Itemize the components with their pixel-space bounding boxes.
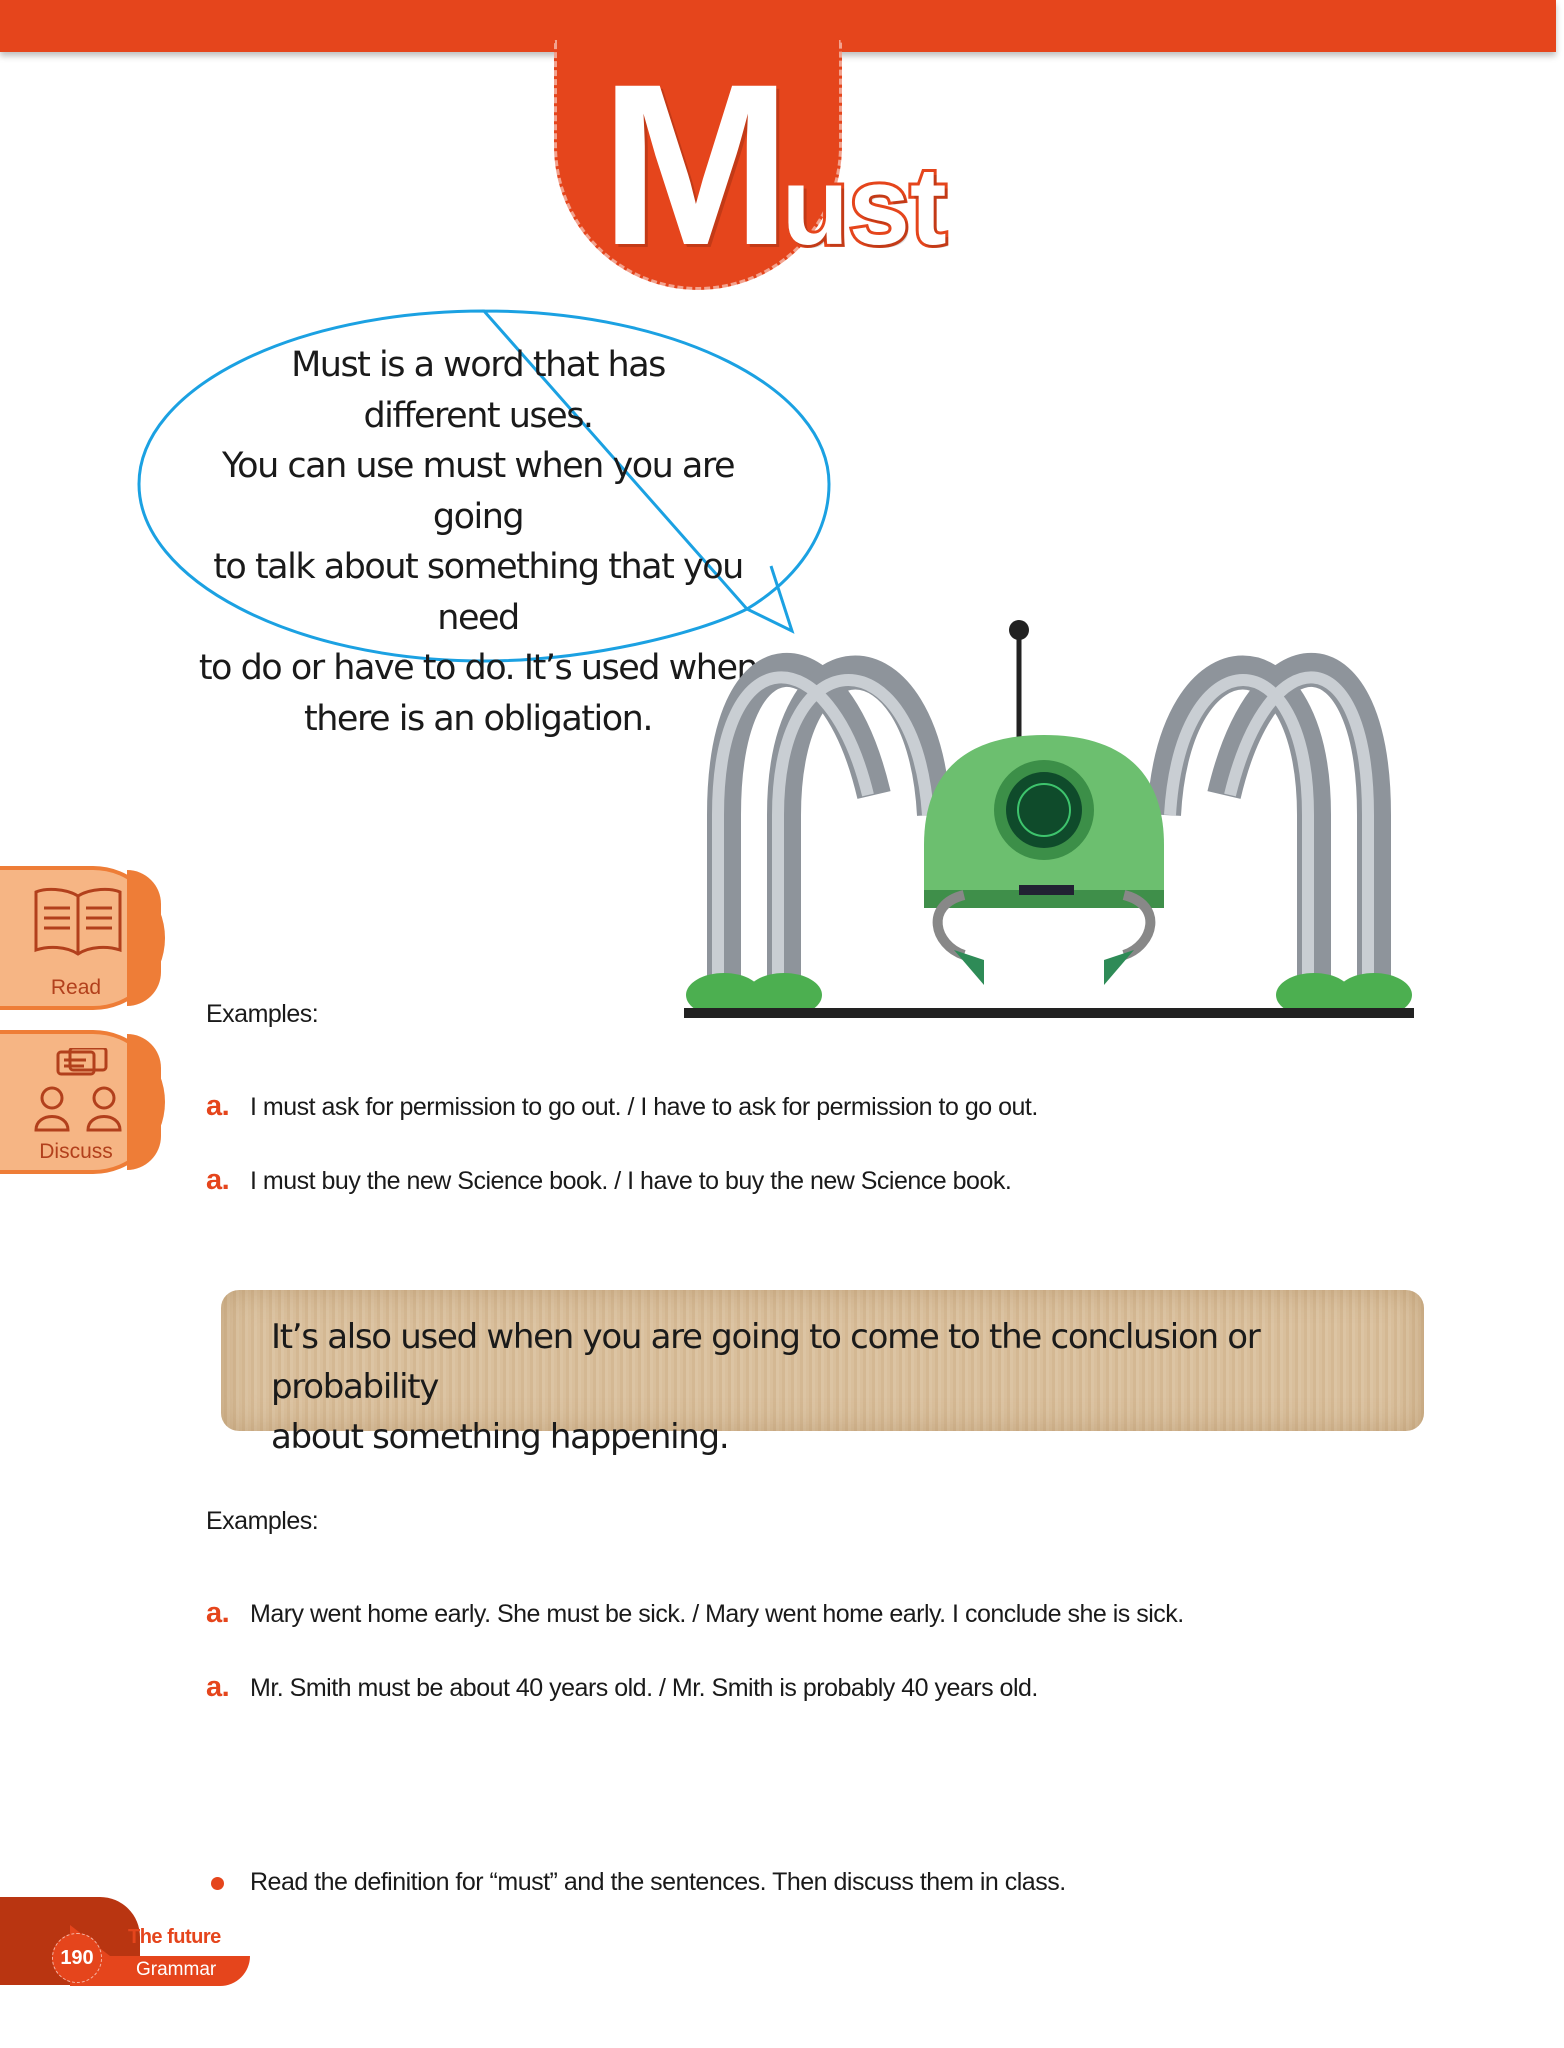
discuss-label: Discuss bbox=[39, 1140, 113, 1163]
bubble-line: Must is a word that has bbox=[291, 345, 665, 385]
bullet-icon bbox=[211, 1877, 224, 1890]
example-item bbox=[206, 1597, 1184, 1630]
item-text: I must ask for permission to go out. / I have to ask for permission to go out. bbox=[250, 1093, 1038, 1121]
examples-label: Examples: bbox=[206, 1507, 319, 1535]
note-text bbox=[271, 1312, 1391, 1462]
item-marker: a. bbox=[206, 1090, 230, 1122]
item-marker: a. bbox=[206, 1164, 230, 1196]
item-marker: a. bbox=[206, 1671, 230, 1703]
discuss-people-icon bbox=[30, 1048, 126, 1134]
bubble-line: You can use must when you are going bbox=[221, 446, 735, 537]
bubble-line: there is an obligation. bbox=[304, 698, 652, 739]
page-title bbox=[600, 36, 947, 293]
page-number: 190 bbox=[52, 1933, 102, 1983]
example-item bbox=[206, 1164, 1011, 1197]
title-initial: M bbox=[600, 36, 786, 293]
note-line: It’s also used when you are going to come to the conclusion or probability bbox=[271, 1317, 1260, 1407]
item-marker: a. bbox=[206, 1597, 230, 1629]
bubble-line: to talk about something that you need bbox=[213, 547, 743, 638]
open-book-icon bbox=[30, 884, 126, 960]
instruction bbox=[211, 1868, 1066, 1897]
bubble-line: to do or have to do. It’s used when bbox=[198, 648, 758, 688]
robot-illustration bbox=[684, 615, 1414, 1020]
examples-label: Examples: bbox=[206, 1000, 319, 1028]
instruction-text: Read the definition for “must” and the sentences. Then discuss them in class. bbox=[250, 1868, 1066, 1896]
discuss-tab bbox=[0, 1030, 165, 1174]
read-tab bbox=[0, 866, 165, 1010]
item-text: Mary went home early. She must be sick. / Mary went home early. I conclude she is sick. bbox=[250, 1600, 1184, 1628]
example-item bbox=[206, 1671, 1038, 1704]
section-title: Grammar bbox=[136, 1959, 217, 1980]
note-line: about something happening. bbox=[271, 1417, 729, 1457]
read-label: Read bbox=[50, 976, 102, 999]
bubble-line: different uses. bbox=[363, 395, 593, 436]
chapter-title: The future bbox=[128, 1926, 221, 1948]
example-item bbox=[206, 1090, 1038, 1123]
item-text: Mr. Smith must be about 40 years old. / Mr. Smith is probably 40 years old. bbox=[250, 1674, 1038, 1702]
item-text: I must buy the new Science book. / I have to buy the new Science book. bbox=[250, 1167, 1012, 1195]
title-rest: ust bbox=[781, 145, 947, 268]
